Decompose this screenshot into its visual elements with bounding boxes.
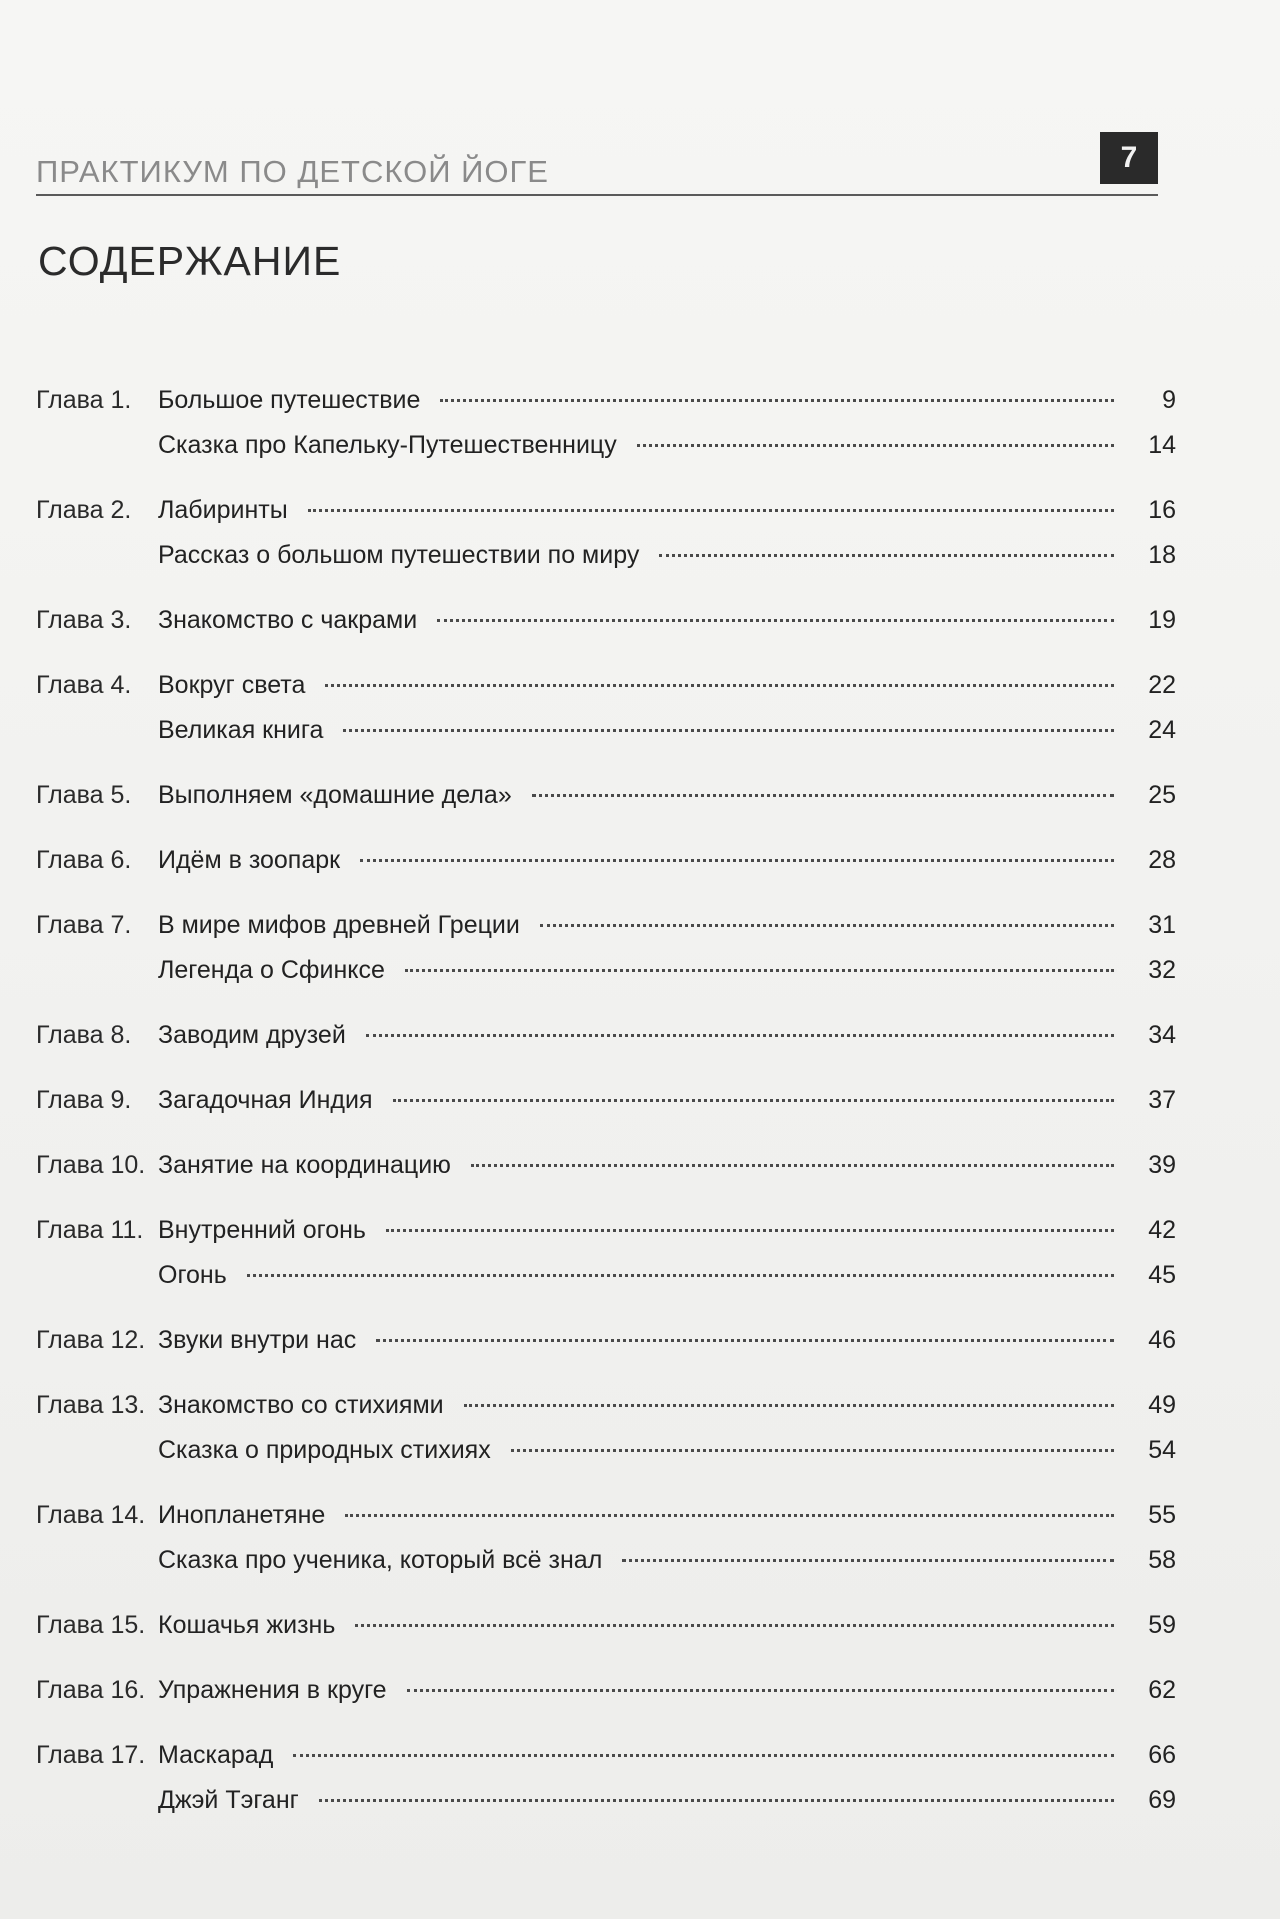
dot-leader (464, 1404, 1114, 1407)
toc-page-number: 45 (1148, 1261, 1176, 1289)
toc-entry-title: Внутренний огонь (158, 1216, 366, 1244)
toc-chapter-row[interactable] (36, 378, 1176, 423)
toc-entry-title: Рассказ о большом путешествии по миру (158, 541, 640, 569)
dot-leader (308, 509, 1114, 512)
toc-page-number: 32 (1148, 956, 1176, 984)
toc-chapter-row[interactable] (36, 598, 1176, 643)
toc-entry-title: Выполняем «домашние дела» (158, 781, 512, 809)
toc-subentry-row[interactable] (36, 948, 1176, 993)
toc-chapter-group (36, 663, 1176, 753)
toc-chapter-label: Глава 13. (36, 1391, 146, 1419)
toc-page-number: 55 (1148, 1501, 1176, 1529)
toc-chapter-row[interactable] (36, 773, 1176, 818)
dot-leader (540, 924, 1114, 927)
toc-chapter-label: Глава 15. (36, 1611, 146, 1639)
toc-subentry-row[interactable] (36, 1538, 1176, 1583)
toc-chapter-row[interactable] (36, 488, 1176, 533)
toc-chapter-group (36, 1383, 1176, 1473)
toc-page-number: 25 (1148, 781, 1176, 809)
dot-leader (532, 794, 1114, 797)
toc-chapter-group (36, 1668, 1176, 1713)
toc-chapter-row[interactable] (36, 1383, 1176, 1428)
toc-entry-title: Джэй Тэганг (158, 1786, 299, 1814)
toc-chapter-row[interactable] (36, 1013, 1176, 1058)
toc-chapter-group (36, 1493, 1176, 1583)
toc-page-number: 28 (1148, 846, 1176, 874)
toc-entry-title: Загадочная Индия (158, 1086, 373, 1114)
toc-entry-title: Инопланетяне (158, 1501, 326, 1529)
toc-page-number: 16 (1148, 496, 1176, 524)
toc-chapter-label: Глава 2. (36, 496, 132, 524)
dot-leader (293, 1754, 1114, 1757)
toc-chapter-row[interactable] (36, 903, 1176, 948)
toc-chapter-group (36, 1603, 1176, 1648)
toc-entry-title: Звуки внутри нас (158, 1326, 357, 1354)
toc-chapter-label: Глава 6. (36, 846, 132, 874)
toc-chapter-group (36, 1078, 1176, 1123)
dot-leader (393, 1099, 1114, 1102)
dot-leader (366, 1034, 1114, 1037)
toc-entry-title: Лабиринты (158, 496, 288, 524)
toc-chapter-row[interactable] (36, 1603, 1176, 1648)
toc-page-number: 14 (1148, 431, 1176, 459)
toc-page-number: 69 (1148, 1786, 1176, 1814)
toc-entry-title: Сказка о природных стихиях (158, 1436, 491, 1464)
toc-chapter-row[interactable] (36, 1208, 1176, 1253)
toc-entry-title: Огонь (158, 1261, 227, 1289)
toc-page-number: 22 (1148, 671, 1176, 699)
toc-page-number: 49 (1148, 1391, 1176, 1419)
toc-entry-title: Кошачья жизнь (158, 1611, 336, 1639)
toc-page-number: 19 (1148, 606, 1176, 634)
toc-subentry-row[interactable] (36, 533, 1176, 578)
dot-leader (376, 1339, 1114, 1342)
dot-leader (325, 684, 1114, 687)
dot-leader (622, 1559, 1114, 1562)
toc-chapter-label: Глава 11. (36, 1216, 144, 1244)
toc-page-number: 9 (1162, 386, 1176, 414)
toc-chapter-row[interactable] (36, 1143, 1176, 1188)
dot-leader (319, 1799, 1114, 1802)
toc-chapter-group (36, 1318, 1176, 1363)
toc-chapter-row[interactable] (36, 838, 1176, 883)
toc-chapter-group (36, 1733, 1176, 1823)
toc-chapter-label: Глава 5. (36, 781, 132, 809)
toc-chapter-label: Глава 1. (36, 386, 132, 414)
toc-entry-title: Идём в зоопарк (158, 846, 341, 874)
toc-chapter-group (36, 903, 1176, 993)
toc-entry-title: Легенда о Сфинксе (158, 956, 385, 984)
running-title: ПРАКТИКУМ ПО ДЕТСКОЙ ЙОГЕ (36, 154, 549, 189)
toc-entry-title: Вокруг света (158, 671, 306, 699)
toc-chapter-row[interactable] (36, 1668, 1176, 1713)
toc-subentry-row[interactable] (36, 1428, 1176, 1473)
toc-page-number: 34 (1148, 1021, 1176, 1049)
toc-chapter-group (36, 488, 1176, 578)
toc-chapter-group (36, 378, 1176, 468)
toc-page-number: 39 (1148, 1151, 1176, 1179)
toc-entry-title: Большое путешествие (158, 386, 421, 414)
toc-chapter-label: Глава 16. (36, 1676, 146, 1704)
toc-chapter-label: Глава 4. (36, 671, 132, 699)
toc-page-number: 24 (1148, 716, 1176, 744)
toc-entry-title: Сказка про ученика, который всё знал (158, 1546, 603, 1574)
dot-leader (437, 619, 1114, 622)
toc-chapter-group (36, 838, 1176, 883)
toc-chapter-label: Глава 7. (36, 911, 132, 939)
toc-page-number: 18 (1148, 541, 1176, 569)
toc-page-number: 31 (1148, 911, 1176, 939)
table-of-contents (36, 378, 1176, 1843)
toc-page-number: 46 (1148, 1326, 1176, 1354)
toc-chapter-label: Глава 8. (36, 1021, 132, 1049)
dot-leader (343, 729, 1114, 732)
toc-chapter-label: Глава 9. (36, 1086, 132, 1114)
toc-entry-title: Занятие на координацию (158, 1151, 451, 1179)
dot-leader (637, 444, 1114, 447)
toc-chapter-label: Глава 10. (36, 1151, 146, 1179)
toc-chapter-row[interactable] (36, 663, 1176, 708)
toc-page-number: 66 (1148, 1741, 1176, 1769)
running-header (36, 141, 1158, 196)
toc-entry-title: Заводим друзей (158, 1021, 346, 1049)
toc-page-number: 62 (1148, 1676, 1176, 1704)
page-number-badge: 7 (1100, 132, 1158, 184)
toc-page-number: 58 (1148, 1546, 1176, 1574)
toc-chapter-label: Глава 14. (36, 1501, 146, 1529)
toc-entry-title: Знакомство со стихиями (158, 1391, 444, 1419)
toc-page-number: 37 (1148, 1086, 1176, 1114)
toc-page-number: 54 (1148, 1436, 1176, 1464)
dot-leader (471, 1164, 1114, 1167)
toc-chapter-group (36, 598, 1176, 643)
toc-entry-title: Упражнения в круге (158, 1676, 387, 1704)
dot-leader (386, 1229, 1114, 1232)
dot-leader (511, 1449, 1114, 1452)
toc-chapter-group (36, 1143, 1176, 1188)
toc-entry-title: Знакомство с чакрами (158, 606, 418, 634)
dot-leader (659, 554, 1114, 557)
toc-chapter-group (36, 773, 1176, 818)
dot-leader (355, 1624, 1114, 1627)
dot-leader (407, 1689, 1114, 1692)
dot-leader (345, 1514, 1114, 1517)
toc-chapter-label: Глава 17. (36, 1741, 146, 1769)
toc-page-number: 42 (1148, 1216, 1176, 1244)
toc-subentry-row[interactable] (36, 423, 1176, 468)
toc-subentry-row[interactable] (36, 1778, 1176, 1823)
toc-chapter-label: Глава 3. (36, 606, 132, 634)
toc-chapter-row[interactable] (36, 1078, 1176, 1123)
dot-leader (405, 969, 1114, 972)
toc-chapter-group (36, 1013, 1176, 1058)
toc-chapter-row[interactable] (36, 1493, 1176, 1538)
toc-chapter-row[interactable] (36, 1733, 1176, 1778)
toc-entry-title: В мире мифов древней Греции (158, 911, 520, 939)
dot-leader (360, 859, 1114, 862)
toc-subentry-row[interactable] (36, 1253, 1176, 1298)
toc-chapter-row[interactable] (36, 1318, 1176, 1363)
toc-subentry-row[interactable] (36, 708, 1176, 753)
toc-entry-title: Великая книга (158, 716, 324, 744)
toc-chapter-label: Глава 12. (36, 1326, 146, 1354)
toc-page-number: 59 (1148, 1611, 1176, 1639)
page-title: СОДЕРЖАНИЕ (38, 238, 342, 284)
toc-entry-title: Сказка про Капельку-Путешественницу (158, 431, 617, 459)
toc-chapter-group (36, 1208, 1176, 1298)
dot-leader (247, 1274, 1114, 1277)
toc-entry-title: Маскарад (158, 1741, 274, 1769)
dot-leader (440, 399, 1114, 402)
